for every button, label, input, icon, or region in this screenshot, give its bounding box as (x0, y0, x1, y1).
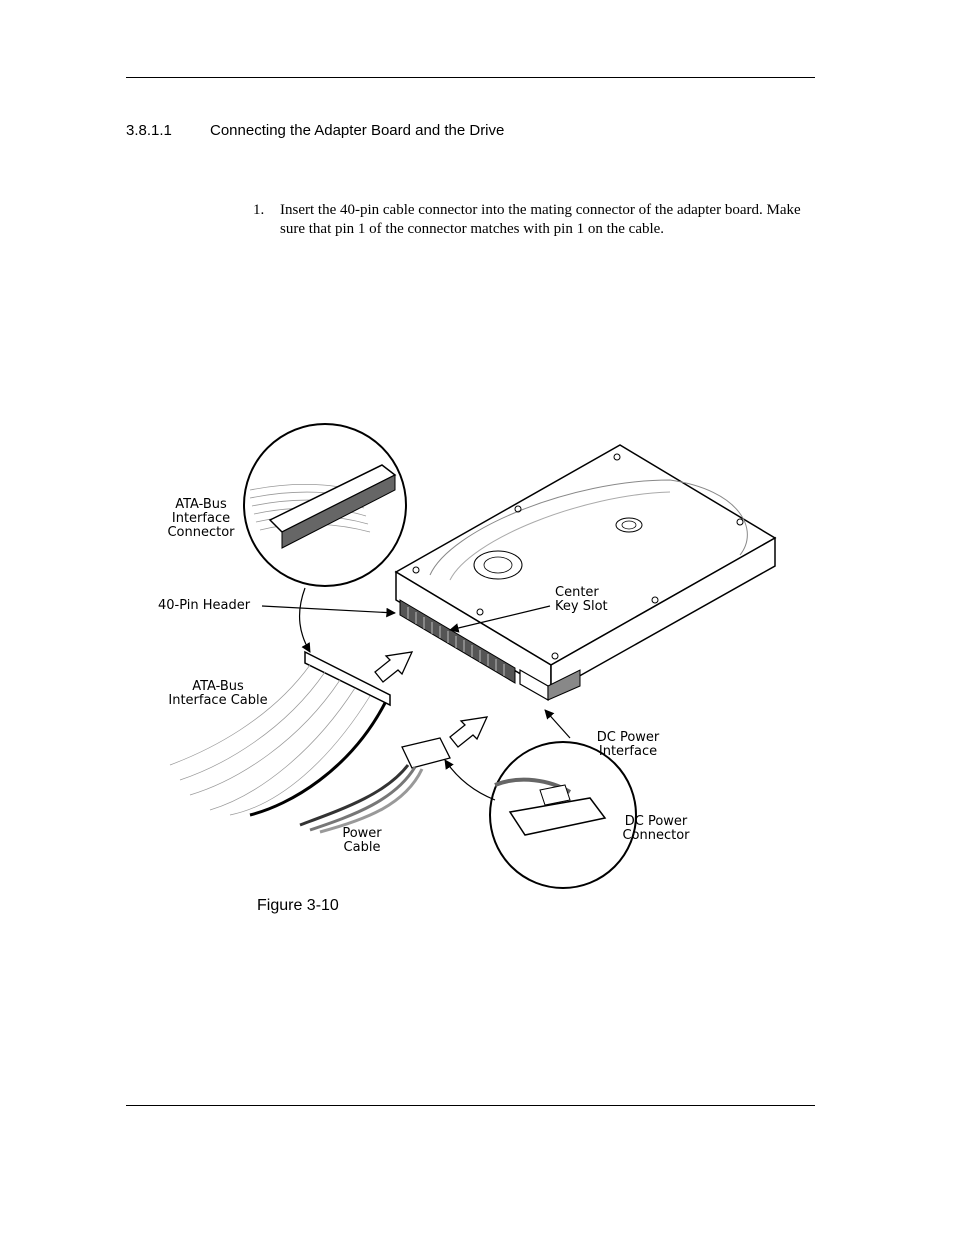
label-center-key-slot-2: Key Slot (555, 599, 608, 614)
hard-drive-illustration (396, 445, 775, 700)
label-ata-bus-cable-1: ATA-Bus (192, 679, 244, 694)
label-dc-power-interface-1: DC Power (596, 730, 660, 745)
bottom-rule (126, 1105, 815, 1106)
label-dc-power-connector-2: Connector (622, 828, 690, 843)
power-connector-detail-circle (490, 742, 636, 888)
insert-direction-arrows (375, 652, 487, 747)
label-ata-bus-cable-2: Interface Cable (168, 693, 268, 708)
label-ata-bus-connector-1: ATA-Bus (175, 497, 227, 512)
section-number: 3.8.1.1 (126, 122, 172, 139)
section-heading (126, 122, 504, 139)
label-ata-bus-connector-3: Connector (167, 525, 235, 540)
step-text: Insert the 40-pin cable connector into the mating connector of the adapter board. Make sure that pin 1 of the connector matches with pin 1 on the cable. (280, 202, 801, 237)
section-title: Connecting the Adapter Board and the Drive (210, 122, 505, 139)
figure-caption: Figure 3-10 (257, 897, 339, 914)
label-dc-power-connector-1: DC Power (624, 814, 688, 829)
label-center-key-slot-1: Center (555, 585, 599, 600)
power-cable-illustration (300, 738, 450, 832)
label-40-pin-header: 40-Pin Header (158, 598, 251, 613)
label-dc-power-interface-2: Interface (598, 744, 658, 759)
step-list (253, 201, 823, 241)
list-item (253, 201, 823, 241)
step-number: 1. (253, 202, 265, 218)
label-ata-bus-connector-2: Interface (171, 511, 231, 526)
ata-cable-illustration (170, 652, 390, 815)
label-power-cable-1: Power (342, 826, 382, 841)
drive-connection-figure (150, 420, 790, 890)
label-power-cable-2: Cable (343, 840, 381, 855)
top-rule (126, 77, 815, 78)
connector-detail-circle (244, 424, 406, 586)
